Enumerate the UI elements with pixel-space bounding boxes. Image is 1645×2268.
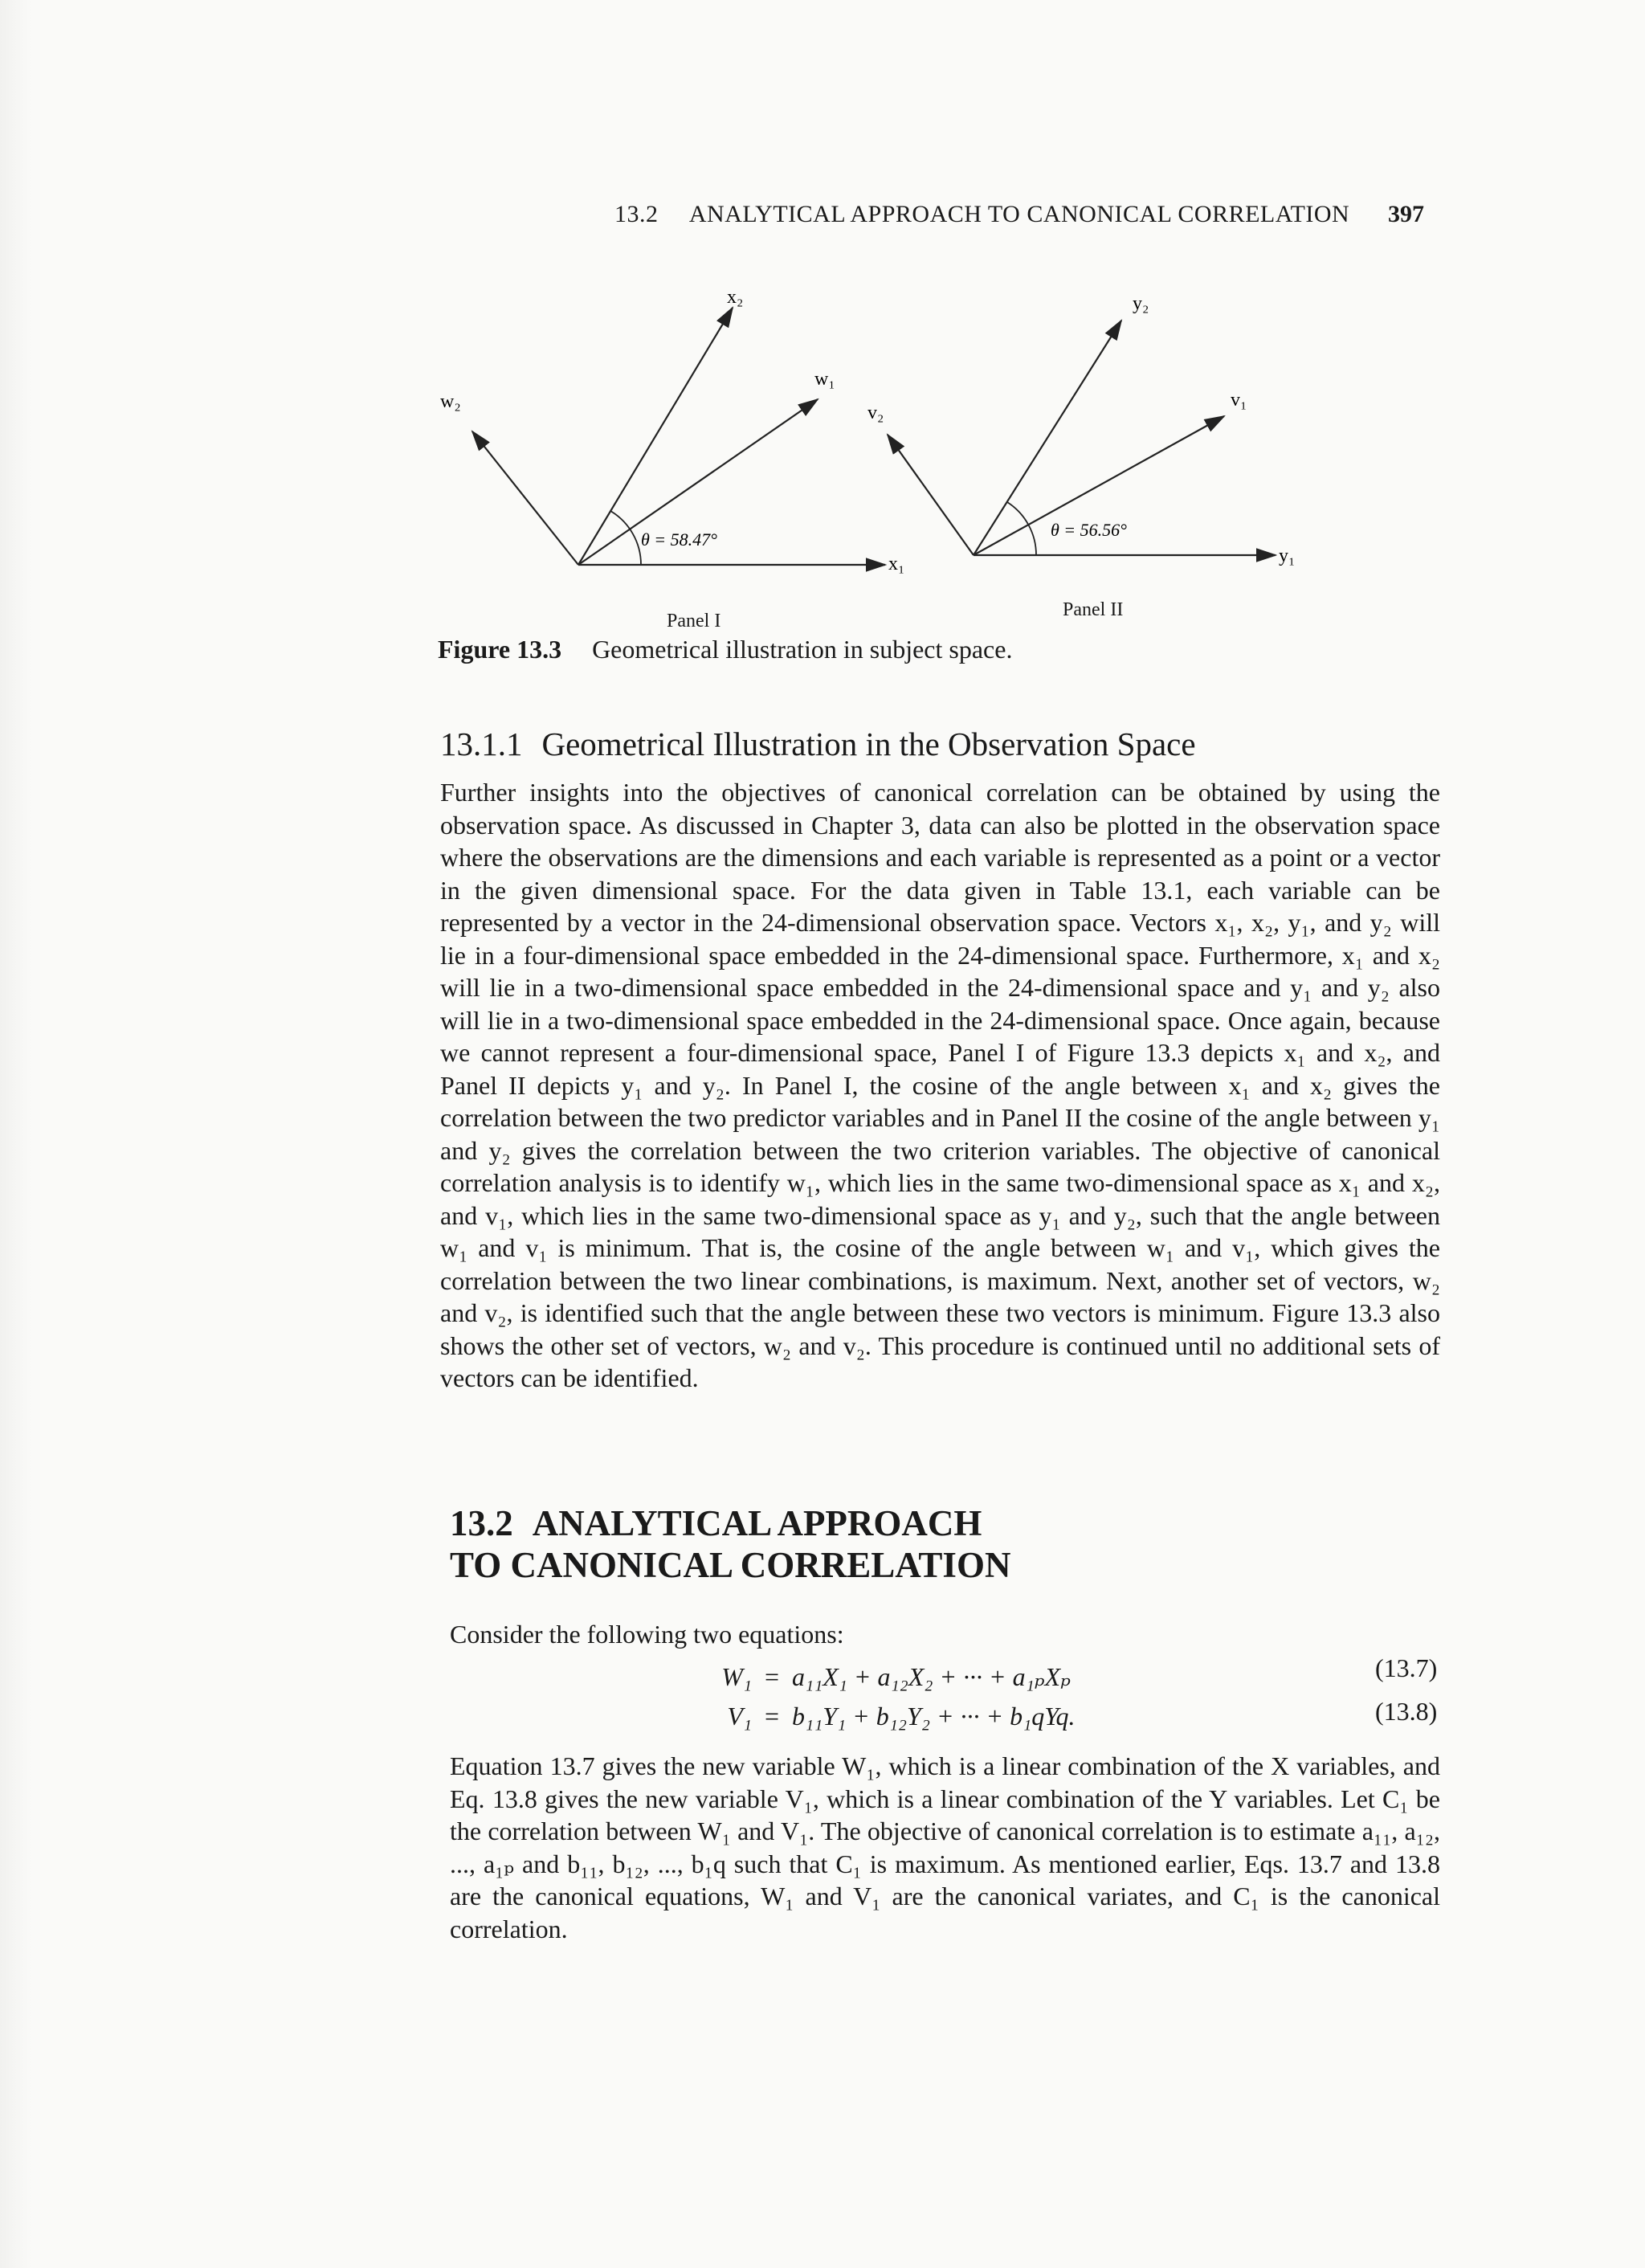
angle-label-panel2: θ = 56.56° [1051,520,1127,540]
scan-binding-edge [0,0,32,2268]
label-v2: v₂ [867,403,884,423]
panel-1-diagram [472,308,885,565]
equation-13-7: W₁ = a₁₁X₁ + a₁₂X₂ + ··· + a₁ₚXₚ [691,1661,1071,1692]
label-v1: v₁ [1231,390,1247,411]
label-w1: w₁ [814,369,835,390]
section-heading [450,1502,1010,1586]
subsection-title: Geometrical Illustration in the Observation Space [541,725,1196,762]
label-y1: y₁ [1279,546,1296,566]
subsection-heading [440,725,1196,763]
figure-caption-label: Figure 13.3 [438,635,562,664]
label-w2: w₂ [440,391,461,412]
figure-caption [438,635,1012,664]
section-title-line1: ANALYTICAL APPROACH [532,1503,982,1543]
section-title-line2: TO CANONICAL CORRELATION [450,1545,1011,1585]
equation-13-7-rhs: a₁₁X₁ + a₁₂X₂ + ··· + a₁ₚXₚ [792,1662,1071,1691]
subsection-number: 13.1.1 [440,725,523,762]
vector-w2 [472,431,578,565]
consider-text: Consider the following two equations: [450,1620,844,1649]
angle-label-panel1: θ = 58.47° [641,529,717,550]
equation-13-7-lhs: W₁ [721,1662,752,1691]
figure-caption-text: Geometrical illustration in subject space. [592,635,1013,664]
paragraph-observation-space: Further insights into the objectives of canonical correlation can be obtained by using the observation space. As discussed in Chapter 3, data can also be plotted in the observation space where the observations are the dimensions and each variable is represented as a point or a vector in the given dimensional space. For the data given in Table 13.1, each variable can be represented by a vector in the 24-dimensional observation space. Vectors x₁, x₂, y₁, and y₂ will lie in a four-dimensional space embedded in the 24-dimensional space. Furthermore, x₁ and x₂ will lie in a two-dimensional space embedded in the 24-dimensional space and y₁ and y₂ also will lie in a two-dimensional space embedded in the 24-dimensional space. Once again, because we cannot represent a four-dimensional space, Panel I of Figure 13.3 depicts x₁ and x₂, and Panel II depicts y₁ and y₂. In Panel I, the cosine of the angle between x₁ and x₂ gives the correlation between the two predictor variables and in Panel II the cosine of the angle between y₁ and y₂ gives the correlation between the two criterion variables. The objective of canonical correlation analysis is to identify w₁, which lies in the same two-dimensional space as x₁ and x₂, and v₁, which lies in the same two-dimensional space as y₁ and y₂, such that the angle between w₁ and v₁ is minimum. That is, the cosine of the angle between w₁ and v₁, which gives the correlation between the two linear combinations, is maximum. Next, another set of vectors, w₂ and v₂, is identified such that the angle between these two vectors is minimum. Figure 13.3 also shows the other set of vectors, w₂ and v₂. This procedure is continued until no additional sets of vectors can be identified. [440,778,1440,1392]
angle-arc-1 [610,511,641,565]
page-number: 397 [1388,201,1424,227]
label-x1: x₁ [888,554,905,574]
header-section-number: 13.2 [614,201,659,227]
equation-13-8-number: (13.8) [1375,1697,1438,1726]
equation-13-8-lhs: V₁ [727,1702,752,1731]
equation-13-8-rhs: b₁₁Y₁ + b₁₂Y₂ + ··· + b₁qYq. [792,1702,1076,1731]
section-number: 13.2 [450,1503,513,1543]
vector-x2 [578,308,733,565]
label-y2: y₂ [1133,293,1149,314]
figure-13-3 [434,285,1301,611]
panel-2-label: Panel II [1063,599,1124,620]
figure-diagram [434,285,1301,607]
panel-1-label: Panel I [667,611,721,631]
equation-13-7-number: (13.7) [1375,1653,1438,1682]
paragraph-analytical-approach: Equation 13.7 gives the new variable W₁, which is a linear combination of the X variables, and Eq. 13.8 gives the new variable V₁, which is a linear combination of the Y variables. Let C₁ be the correlation between W₁ and V₁. The objective of canonical correlation is to estimate a₁₁, a₁₂, ..., a₁ₚ and b₁₁, b₁₂, ..., b₁q such that C₁ is maximum. As mentioned earlier, Eqs. 13.7 and 13.8 are the canonical equations, W₁ and V₁ are the canonical variates, and C₁ is the canonical correlation. [450,1751,1440,1943]
running-header [614,201,1349,228]
equation-13-8: V₁ = b₁₁Y₁ + b₁₂Y₂ + ··· + b₁qYq. [691,1702,1076,1731]
header-section-title: ANALYTICAL APPROACH TO CANONICAL CORRELATION [688,201,1350,227]
label-x2: x₂ [727,287,744,308]
vector-v2 [888,435,974,555]
